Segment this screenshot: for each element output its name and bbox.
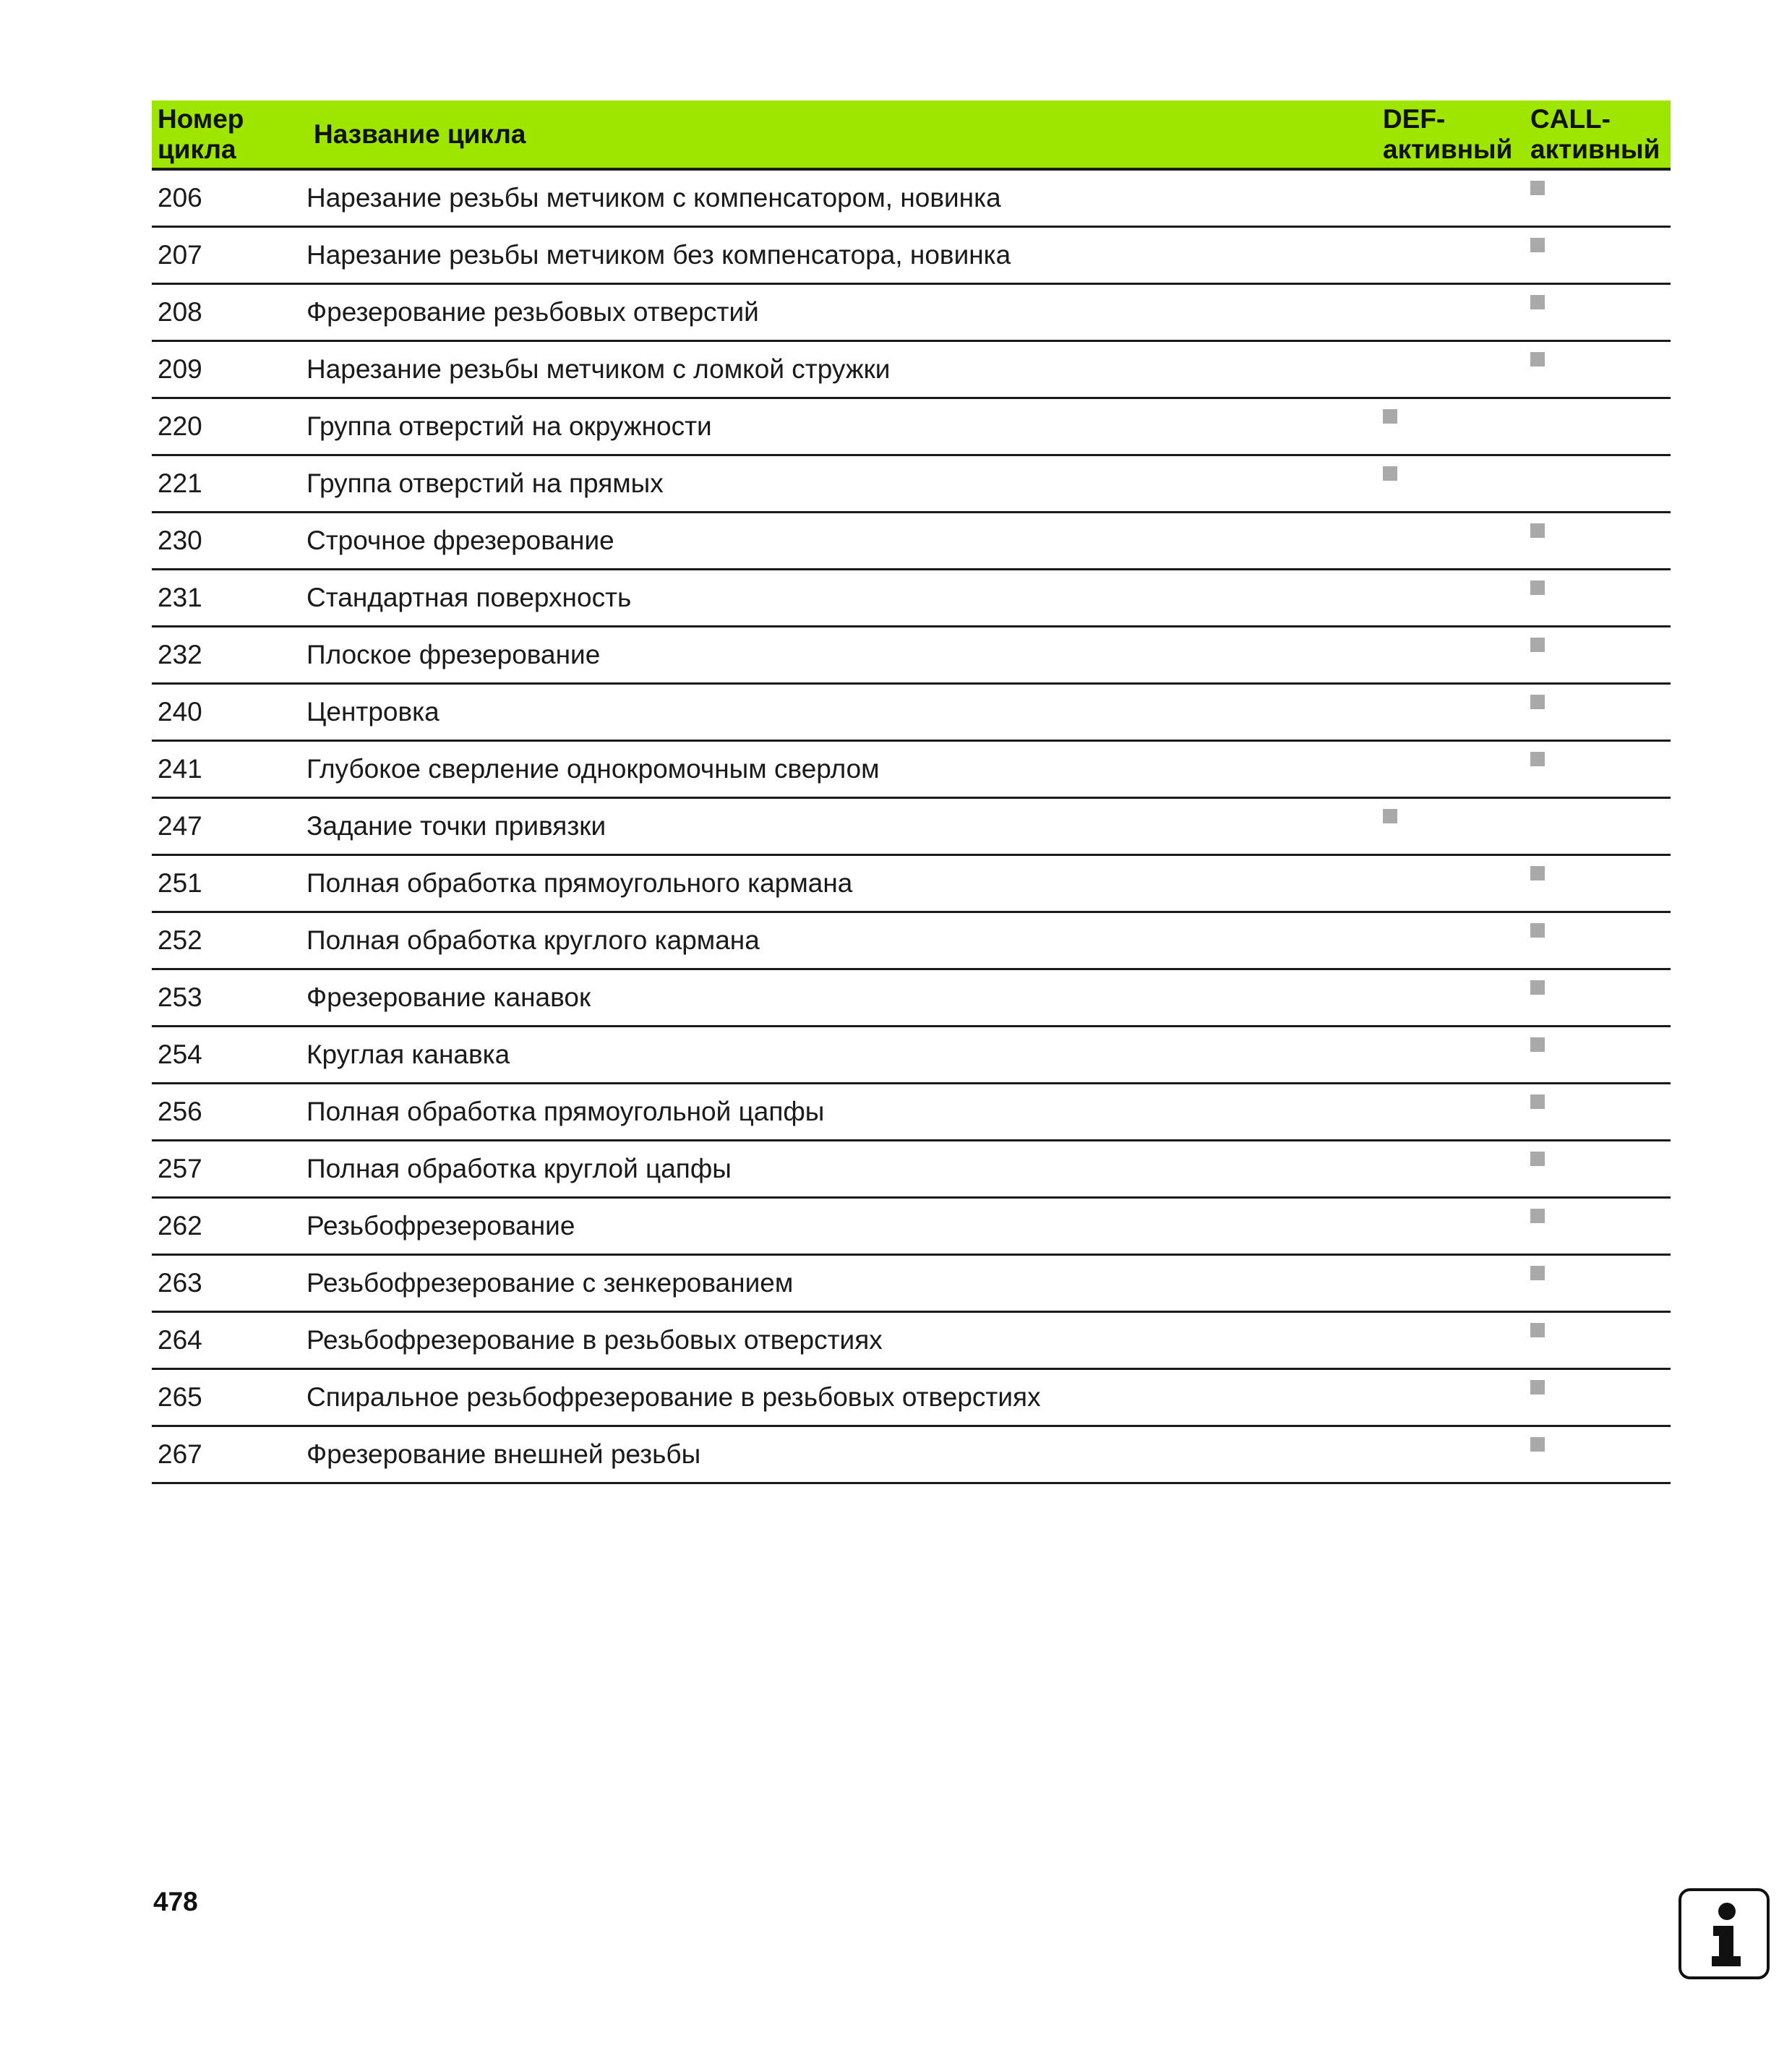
cycle-name: Нарезание резьбы метчиком с ломкой стружки — [299, 340, 1379, 398]
cycle-name: Фрезерование канавок — [299, 969, 1379, 1026]
def-active-cell — [1379, 340, 1526, 398]
call-active-marker — [1530, 752, 1545, 766]
call-active-cell — [1526, 912, 1671, 969]
cycle-number: 247 — [152, 797, 299, 854]
call-active-cell — [1526, 1026, 1671, 1083]
table-row — [152, 1083, 1671, 1140]
table-row — [152, 740, 1671, 797]
call-active-marker — [1530, 923, 1545, 938]
table-row — [152, 854, 1671, 912]
def-active-cell — [1379, 1140, 1526, 1197]
call-active-cell — [1526, 226, 1671, 283]
cycle-name: Спиральное резьбофрезерование в резьбовых отверстиях — [299, 1368, 1379, 1426]
table-row — [152, 569, 1671, 626]
def-active-cell — [1379, 854, 1526, 912]
def-active-cell — [1379, 797, 1526, 854]
table-row — [152, 398, 1671, 455]
cycle-number: 209 — [152, 340, 299, 398]
cycle-name: Резьбофрезерование — [299, 1197, 1379, 1254]
cycle-name: Полная обработка прямоугольного кармана — [299, 854, 1379, 912]
cycle-number: 240 — [152, 683, 299, 740]
call-active-cell — [1526, 398, 1671, 455]
table-row — [152, 283, 1671, 340]
cycle-number: 263 — [152, 1254, 299, 1311]
table-row — [152, 1197, 1671, 1254]
cycle-name: Глубокое сверление однокромочным сверлом — [299, 740, 1379, 797]
table-row — [152, 226, 1671, 283]
call-active-cell — [1526, 569, 1671, 626]
def-active-marker — [1383, 809, 1397, 823]
info-icon — [1679, 1888, 1770, 1979]
cycle-number: 220 — [152, 398, 299, 455]
call-active-cell — [1526, 340, 1671, 398]
def-active-cell — [1379, 1426, 1526, 1483]
call-active-marker — [1530, 1323, 1545, 1337]
cycle-name: Центровка — [299, 683, 1379, 740]
table-body — [152, 169, 1671, 1483]
cycle-number: 256 — [152, 1083, 299, 1140]
cycle-number: 208 — [152, 283, 299, 340]
cycle-table-container — [152, 100, 1671, 1484]
call-active-cell — [1526, 1368, 1671, 1426]
table-row — [152, 1426, 1671, 1483]
page-number: 478 — [153, 1887, 198, 1916]
cycle-table — [152, 100, 1671, 1484]
def-active-cell — [1379, 1026, 1526, 1083]
header-call-active — [1526, 100, 1671, 169]
cycle-name: Нарезание резьбы метчиком без компенсатора, новинка — [299, 226, 1379, 283]
call-active-cell — [1526, 1083, 1671, 1140]
def-active-cell — [1379, 740, 1526, 797]
cycle-number: 230 — [152, 512, 299, 569]
cycle-name: Строчное фрезерование — [299, 512, 1379, 569]
cycle-number: 252 — [152, 912, 299, 969]
cycle-number: 253 — [152, 969, 299, 1026]
cycle-name: Полная обработка прямоугольной цапфы — [299, 1083, 1379, 1140]
table-row — [152, 512, 1671, 569]
call-active-cell — [1526, 1311, 1671, 1368]
cycle-number: 265 — [152, 1368, 299, 1426]
cycle-name: Задание точки привязки — [299, 797, 1379, 854]
call-active-marker — [1530, 1094, 1545, 1109]
call-active-marker — [1530, 695, 1545, 709]
call-active-cell — [1526, 797, 1671, 854]
cycle-name: Фрезерование внешней резьбы — [299, 1426, 1379, 1483]
call-active-cell — [1526, 512, 1671, 569]
call-active-marker — [1530, 523, 1545, 538]
def-active-cell — [1379, 398, 1526, 455]
table-row — [152, 1368, 1671, 1426]
cycle-number: 241 — [152, 740, 299, 797]
def-active-cell — [1379, 569, 1526, 626]
call-active-marker — [1530, 295, 1545, 309]
def-active-cell — [1379, 283, 1526, 340]
table-row — [152, 797, 1671, 854]
call-active-cell — [1526, 455, 1671, 512]
def-active-cell — [1379, 226, 1526, 283]
call-active-cell — [1526, 1197, 1671, 1254]
header-def-active — [1379, 100, 1526, 169]
call-active-cell — [1526, 740, 1671, 797]
table-row — [152, 340, 1671, 398]
cycle-number: 262 — [152, 1197, 299, 1254]
cycle-name: Полная обработка круглой цапфы — [299, 1140, 1379, 1197]
table-row — [152, 455, 1671, 512]
header-def-active-line2: активный — [1383, 134, 1513, 164]
table-row — [152, 1311, 1671, 1368]
table-row — [152, 1254, 1671, 1311]
call-active-marker — [1530, 1037, 1545, 1052]
call-active-marker — [1530, 1152, 1545, 1166]
cycle-name: Круглая канавка — [299, 1026, 1379, 1083]
call-active-marker — [1530, 238, 1545, 252]
table-row — [152, 912, 1671, 969]
def-active-cell — [1379, 1254, 1526, 1311]
cycle-name: Полная обработка круглого кармана — [299, 912, 1379, 969]
def-active-cell — [1379, 683, 1526, 740]
def-active-cell — [1379, 969, 1526, 1026]
call-active-cell — [1526, 683, 1671, 740]
call-active-cell — [1526, 626, 1671, 683]
def-active-cell — [1379, 1197, 1526, 1254]
call-active-marker — [1530, 181, 1545, 195]
def-active-cell — [1379, 1368, 1526, 1426]
cycle-number: 254 — [152, 1026, 299, 1083]
call-active-cell — [1526, 1254, 1671, 1311]
table-row — [152, 1026, 1671, 1083]
header-call-active-line1: CALL- — [1530, 103, 1611, 134]
table-row — [152, 683, 1671, 740]
call-active-cell — [1526, 854, 1671, 912]
header-call-active-line2: активный — [1530, 134, 1660, 164]
call-active-cell — [1526, 1140, 1671, 1197]
call-active-cell — [1526, 1426, 1671, 1483]
call-active-marker — [1530, 352, 1545, 367]
header-cycle-name: Название цикла — [299, 100, 1379, 169]
cycle-name: Резьбофрезерование с зенкерованием — [299, 1254, 1379, 1311]
call-active-marker — [1530, 1380, 1545, 1394]
cycle-name: Группа отверстий на прямых — [299, 455, 1379, 512]
call-active-cell — [1526, 969, 1671, 1026]
cycle-number: 232 — [152, 626, 299, 683]
info-glyph — [1681, 1891, 1767, 1976]
def-active-marker — [1383, 409, 1397, 424]
table-row — [152, 169, 1671, 226]
def-active-cell — [1379, 626, 1526, 683]
header-cycle-number — [152, 100, 299, 169]
cycle-name: Стандартная поверхность — [299, 569, 1379, 626]
cycle-number: 231 — [152, 569, 299, 626]
cycle-name: Резьбофрезерование в резьбовых отверстиях — [299, 1311, 1379, 1368]
cycle-number: 206 — [152, 169, 299, 226]
call-active-marker — [1530, 638, 1545, 652]
def-active-marker — [1383, 466, 1397, 481]
call-active-marker — [1530, 1209, 1545, 1223]
cycle-number: 257 — [152, 1140, 299, 1197]
call-active-marker — [1530, 1437, 1545, 1452]
def-active-cell — [1379, 455, 1526, 512]
cycle-name: Плоское фрезерование — [299, 626, 1379, 683]
header-cycle-number-line2: цикла — [158, 134, 236, 164]
header-def-active-line1: DEF- — [1383, 103, 1446, 134]
table-row — [152, 626, 1671, 683]
header-cycle-number-line1: Номер — [158, 103, 244, 134]
def-active-cell — [1379, 1311, 1526, 1368]
call-active-marker — [1530, 866, 1545, 881]
call-active-cell — [1526, 283, 1671, 340]
def-active-cell — [1379, 512, 1526, 569]
call-active-marker — [1530, 580, 1545, 595]
table-header-row — [152, 100, 1671, 169]
cycle-name: Группа отверстий на окружности — [299, 398, 1379, 455]
cycle-number: 267 — [152, 1426, 299, 1483]
cycle-name: Фрезерование резьбовых отверстий — [299, 283, 1379, 340]
cycle-number: 251 — [152, 854, 299, 912]
cycle-number: 221 — [152, 455, 299, 512]
def-active-cell — [1379, 1083, 1526, 1140]
call-active-marker — [1530, 1266, 1545, 1280]
call-active-marker — [1530, 980, 1545, 995]
cycle-name: Нарезание резьбы метчиком с компенсатором, новинка — [299, 169, 1379, 226]
def-active-cell — [1379, 912, 1526, 969]
table-row — [152, 969, 1671, 1026]
cycle-number: 207 — [152, 226, 299, 283]
table-row — [152, 1140, 1671, 1197]
def-active-cell — [1379, 169, 1526, 226]
cycle-number: 264 — [152, 1311, 299, 1368]
call-active-cell — [1526, 169, 1671, 226]
